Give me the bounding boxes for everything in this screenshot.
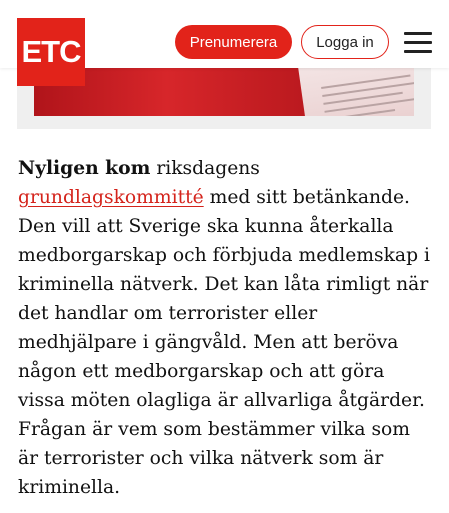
lead-text: Nyligen kom xyxy=(18,157,151,179)
etc-logo[interactable]: ETC xyxy=(17,18,85,86)
article-body xyxy=(18,154,432,502)
grundlagskommitte-link[interactable]: grundlagskommitté xyxy=(18,187,204,208)
article-text-1: riksdagens xyxy=(150,158,260,179)
hamburger-menu-icon[interactable] xyxy=(404,30,432,54)
subscribe-button[interactable]: Prenumerera xyxy=(175,25,292,59)
article-text-2: med sitt betänkande. Den vill att Sverige ska kunna återkalla medborgarskap och förbjuda medlemskap i kriminella nätverk. Det kan låta rimligt när det handlar om terrorister eller medhjälpare i gängvåld. Men att beröva någon ett medborgarskap och att göra vissa möten olagliga är allvarliga åtgärder. Frågan är vem som bestämmer vilka som är terrorister och vilka nätverk som är kriminella. xyxy=(18,187,430,498)
hero-image xyxy=(34,68,414,116)
login-button[interactable]: Logga in xyxy=(301,25,389,59)
document-paper-image xyxy=(297,68,414,116)
article-paragraph xyxy=(18,154,432,502)
